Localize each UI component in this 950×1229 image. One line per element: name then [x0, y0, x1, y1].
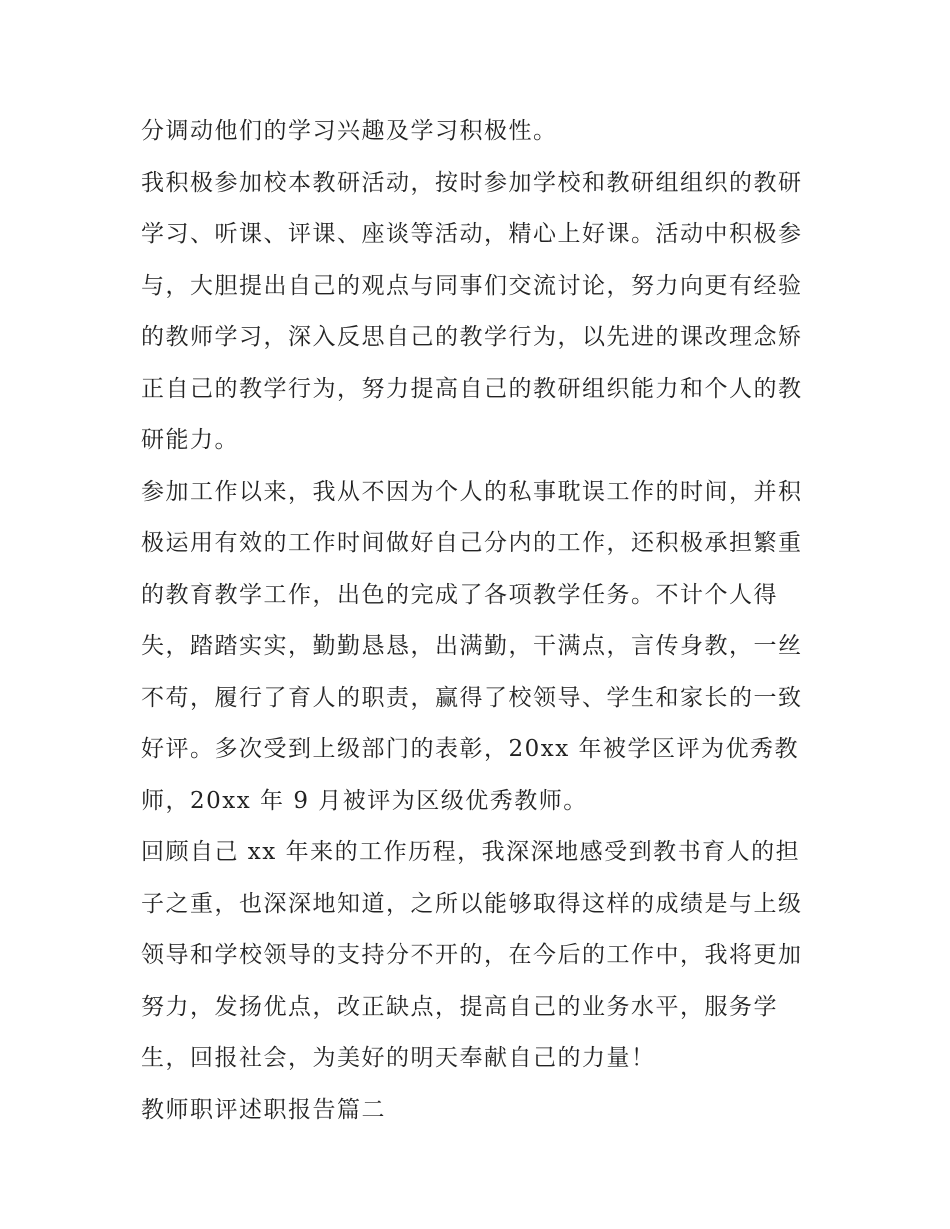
text-line: 分调动他们的学习兴趣及学习积极性。 [141, 118, 558, 144]
text-line: 失，踏踏实实，勤勤恳恳，出满勤，干满点，言传身教，一丝 [141, 633, 803, 659]
text-line: 努力，发扬优点，改正缺点，提高自己的业务水平，服务学 [141, 993, 778, 1020]
text-line: 回顾自己 xx 年来的工作历程，我深深地感受到教书育人的担 [141, 839, 801, 865]
text-line: 与，大胆提出自己的观点与同事们交流讨论，努力向更有经验 [141, 272, 803, 299]
text-line: 的教师学习，深入反思自己的教学行为，以先进的课改理念矫 [141, 324, 803, 350]
text-line: 不苟，履行了育人的职责，赢得了校领导、学生和家长的一致 [141, 684, 803, 711]
text-line: 生，回报社会，为美好的明天奉献自己的力量！ [141, 1045, 656, 1071]
text-line: 研能力。 [141, 427, 239, 453]
document-body [141, 106, 813, 1136]
text-line: 我积极参加校本教研活动，按时参加学校和教研组组织的教研 [141, 169, 803, 196]
text-line: 师，20xx 年 9 月被评为区级优秀教师。 [141, 787, 588, 814]
text-line: 领导和学校领导的支持分不开的，在今后的工作中，我将更加 [141, 942, 803, 968]
text-line: 的教育教学工作，出色的完成了各项教学任务。不计个人得 [141, 581, 778, 608]
section-heading: 教师职评述职报告篇二 [141, 1096, 386, 1123]
text-line: 正自己的教学行为，努力提高自己的教研组织能力和个人的教 [141, 375, 803, 402]
text-line: 参加工作以来，我从不因为个人的私事耽误工作的时间，并积 [141, 478, 803, 505]
text-line: 子之重，也深深地知道，之所以能够取得这样的成绩是与上级 [141, 890, 803, 917]
text-line: 好评。多次受到上级部门的表彰，20xx 年被学区评为优秀教 [141, 736, 800, 762]
text-line: 极运用有效的工作时间做好自己分内的工作，还积极承担繁重 [141, 530, 803, 556]
text-line: 学习、听课、评课、座谈等活动，精心上好课。活动中积极参 [141, 221, 803, 247]
